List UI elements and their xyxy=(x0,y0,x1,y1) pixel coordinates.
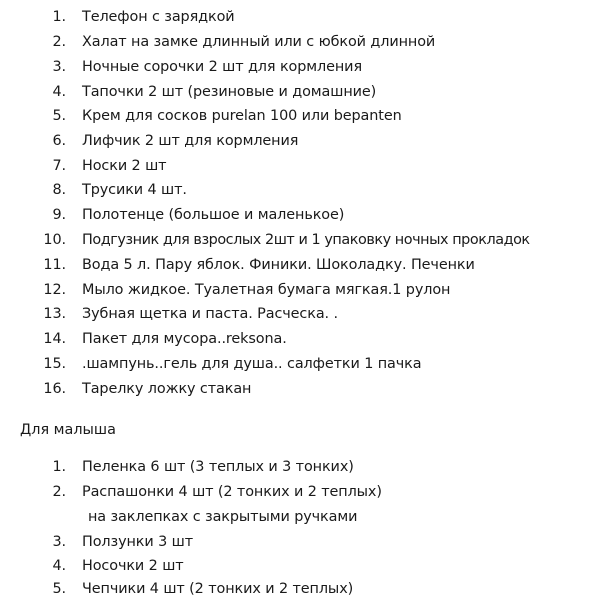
section-heading: Для малыша xyxy=(20,422,116,438)
